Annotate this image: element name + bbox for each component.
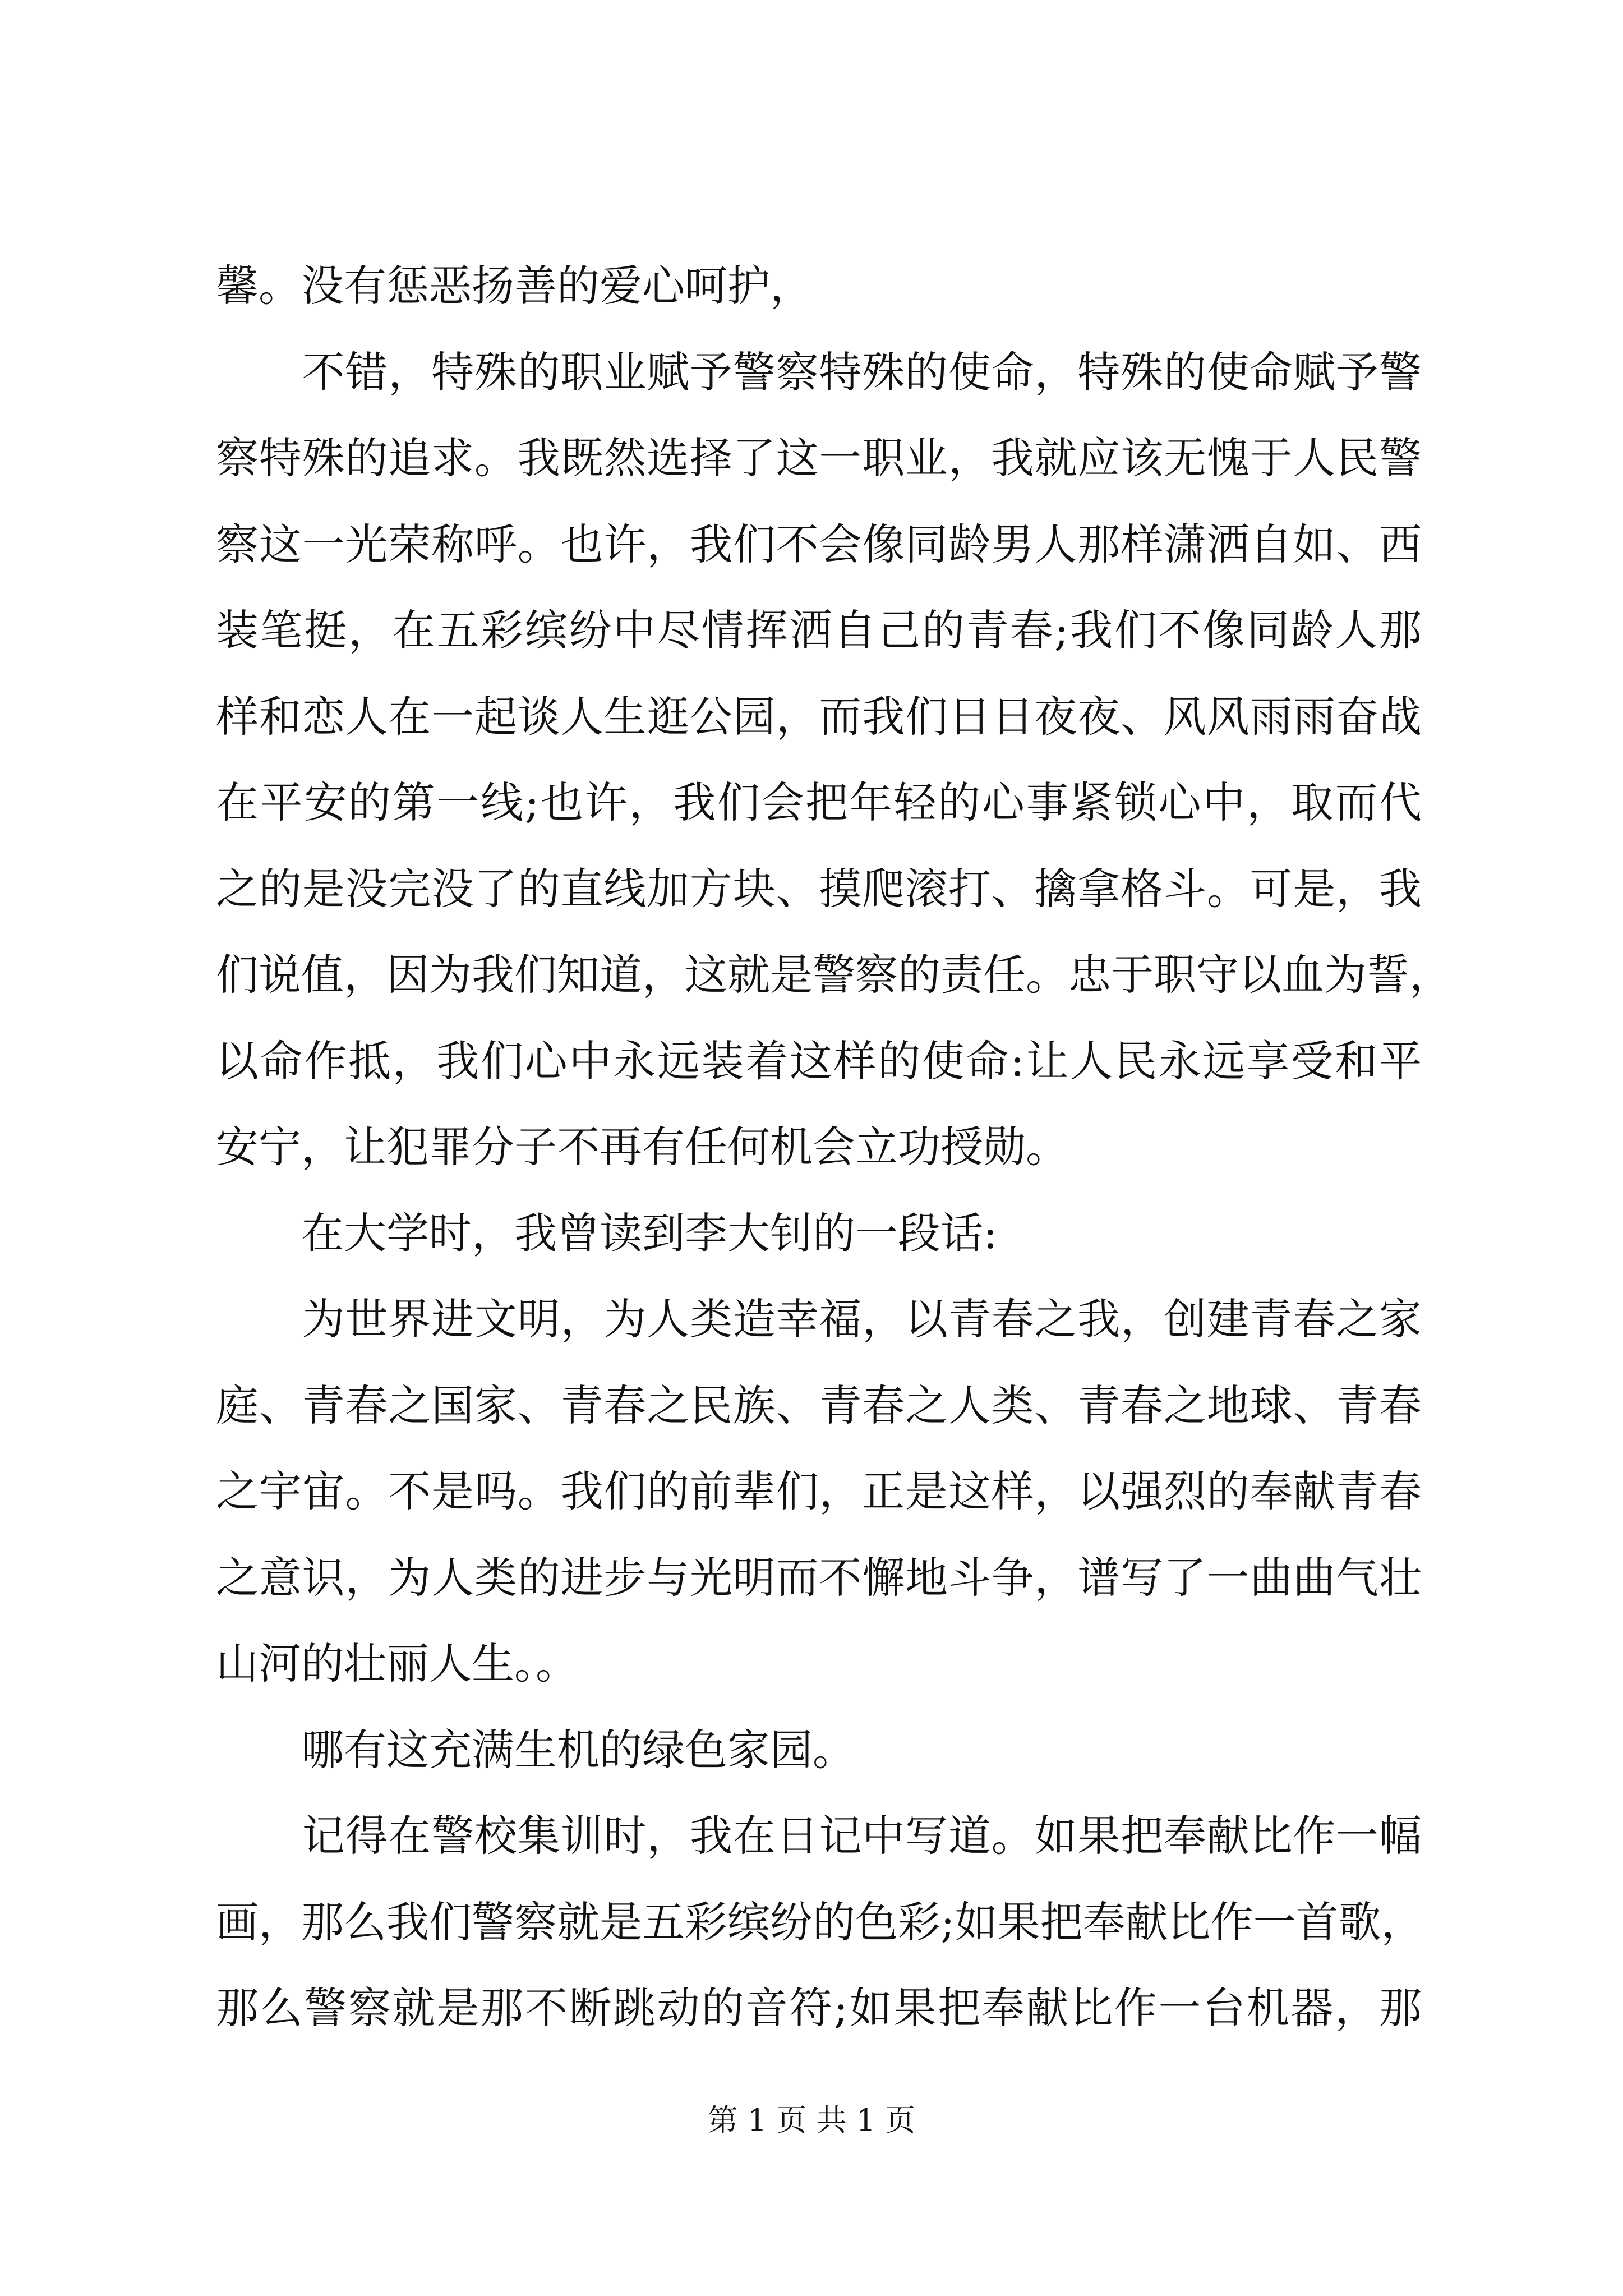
text-line-11: 安宁，让犯罪分子不再有任何机会立功授勋。	[216, 1122, 1068, 1172]
text-line-8: 之的是没完没了的直线加方块、摸爬滚打、擒拿格斗。可是，我	[216, 864, 1422, 914]
text-line-9: 们说值，因为我们知道，这就是警察的责任。忠于职守以血为誓，	[216, 950, 1452, 1000]
text-line-17: 山河的壮丽人生。。	[216, 1639, 578, 1688]
text-line-21: 那么警察就是那不断跳动的音符;如果把奉献比作一台机器，那	[216, 1983, 1422, 2033]
text-line-18: 哪有这充满生机的绿色家园。	[216, 1725, 855, 1775]
text-line-5: 装笔挺，在五彩缤纷中尽情挥洒自己的青春;我们不像同龄人那	[216, 605, 1422, 655]
text-line-20: 画，那么我们警察就是五彩缤纷的色彩;如果把奉献比作一首歌，	[216, 1897, 1424, 1947]
text-line-19: 记得在警校集训时，我在日记中写道。如果把奉献比作一幅	[216, 1811, 1422, 1861]
text-line-12: 在大学时，我曾读到李大钊的一段话:	[216, 1208, 998, 1258]
text-line-14: 庭、青春之国家、青春之民族、青春之人类、青春之地球、青春	[216, 1381, 1422, 1430]
text-line-3: 察特殊的追求。我既然选择了这一职业，我就应该无愧于人民警	[216, 433, 1422, 483]
page-footer: 第 1 页 共 1 页	[707, 2102, 916, 2138]
text-line-2: 不错，特殊的职业赋予警察特殊的使命，特殊的使命赋予警	[216, 347, 1422, 397]
text-line-7: 在平安的第一线;也许，我们会把年轻的心事紧锁心中，取而代	[216, 777, 1422, 827]
text-line-16: 之意识，为人类的进步与光明而不懈地斗争，谱写了一曲曲气壮	[216, 1553, 1422, 1603]
text-line-10: 以命作抵，我们心中永远装着这样的使命:让人民永远享受和平	[216, 1036, 1422, 1086]
text-line-4: 察这一光荣称呼。也许，我们不会像同龄男人那样潇洒自如、西	[216, 519, 1422, 569]
text-line-1: 馨。没有惩恶扬善的爱心呵护，	[216, 261, 813, 311]
text-line-13: 为世界进文明，为人类造幸福，以青春之我，创建青春之家	[216, 1294, 1422, 1344]
text-line-15: 之宇宙。不是吗。我们的前辈们，正是这样，以强烈的奉献青春	[216, 1466, 1422, 1516]
text-line-6: 样和恋人在一起谈人生逛公园，而我们日日夜夜、风风雨雨奋战	[216, 692, 1422, 742]
